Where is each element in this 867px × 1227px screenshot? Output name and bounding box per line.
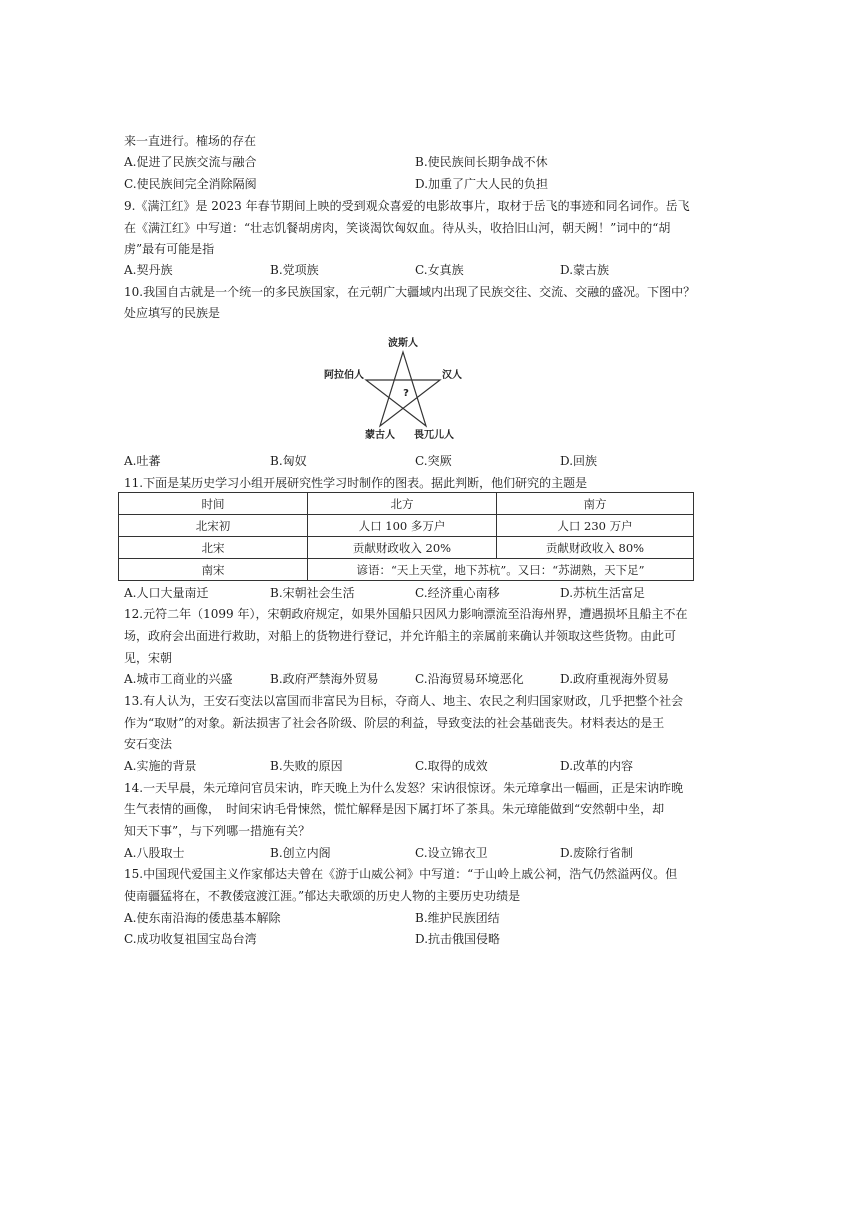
q10-option-c: C.突厥 xyxy=(415,454,452,468)
q15-stem-line1: 15.中国现代爱国主义作家郁达夫曾在《游于山威公祠》中写道：“于山岭上戚公祠，浩气仍然溢两仪。但 xyxy=(124,867,678,881)
table-cell: 南宋 xyxy=(119,559,308,581)
table-header-cell: 北方 xyxy=(308,493,497,515)
table-cell-merged: 谚语：“天上天堂，地下苏杭”。又曰：“苏湖熟，天下足” xyxy=(308,559,694,581)
north-south-table xyxy=(118,492,694,581)
star-label-left: 阿拉伯人 xyxy=(324,370,364,381)
table-row xyxy=(119,515,694,537)
q15-stem-line2: 使南疆猛将在，不教倭寇渡江涯。”郁达夫歌颂的历史人物的主要历史功绩是 xyxy=(124,889,521,903)
q10-stem-line2: 处应填写的民族是 xyxy=(124,306,221,320)
table-header-cell: 南方 xyxy=(497,493,694,515)
q9-option-c: C.女真族 xyxy=(415,263,464,277)
q12-option-c: C.沿海贸易环境恶化 xyxy=(415,672,524,686)
q13-stem-line3: 安石变法 xyxy=(124,737,173,751)
q14-option-b: B.创立内阁 xyxy=(270,846,331,860)
q12-stem-line1: 12.元符二年（1099 年），宋朝政府规定，如果外国船只因风力影响漂流至沿海州界，遭遇损坏且船主不在 xyxy=(124,607,688,621)
q14-option-d: D.废除行省制 xyxy=(560,846,634,860)
q13-option-a: A.实施的背景 xyxy=(124,759,197,773)
q14-option-a: A.八股取士 xyxy=(124,846,185,860)
q9-stem-line2: 在《满江红》中写道：“壮志饥餐胡虏肉，笑谈渴饮匈奴血。待从头，收拾旧山河，朝天阙！”词中的“胡 xyxy=(124,221,671,235)
q8-option-d: D.加重了广大人民的负担 xyxy=(415,177,549,191)
table-cell: 人口 230 万户 xyxy=(497,515,694,537)
star-label-bottom-left: 蒙古人 xyxy=(365,430,395,441)
table-header-row xyxy=(119,493,694,515)
q15-option-c: C.成功收复祖国宝岛台湾 xyxy=(124,932,257,946)
q9-option-d: D.蒙古族 xyxy=(560,263,610,277)
q12-stem-line2: 场，政府会出面进行救助，对船上的货物进行登记，并允许船主的亲属前来确认并领取这些货物。由此可 xyxy=(124,629,677,643)
q12-option-a: A.城市工商业的兴盛 xyxy=(124,672,233,686)
table-cell: 贡献财政收入 20% xyxy=(308,537,497,559)
table-cell: 北宋 xyxy=(119,537,308,559)
q10-stem-line1: 10.我国自古就是一个统一的多民族国家，在元朝广大疆域内出现了民族交往、交流、交融的盛况。下图中？ xyxy=(124,285,696,299)
q9-option-a: A.契丹族 xyxy=(124,263,173,277)
q14-stem-line1: 14.一天早晨，朱元璋问官员宋讷，昨天晚上为什么发怒？宋讷很惊讶。朱元璋拿出一幅画，正是宋讷昨晚 xyxy=(124,781,684,795)
star-label-bottom-right: 畏兀儿人 xyxy=(414,430,454,441)
q10-option-b: B.匈奴 xyxy=(270,454,307,468)
star-label-right: 汉人 xyxy=(442,370,462,381)
q10-option-d: D.回族 xyxy=(560,454,598,468)
q8-stem-tail: 来一直进行。榷场的存在 xyxy=(124,134,257,148)
q12-option-b: B.政府严禁海外贸易 xyxy=(270,672,379,686)
q12-stem-line3: 见，宋朝 xyxy=(124,651,173,665)
table-row xyxy=(119,559,694,581)
table-cell: 贡献财政收入 80% xyxy=(497,537,694,559)
q11-option-c: C.经济重心南移 xyxy=(415,586,500,600)
q15-option-d: D.抗击俄国侵略 xyxy=(415,932,501,946)
q8-option-b: B.使民族间长期争战不休 xyxy=(415,155,548,169)
q12-option-d: D.政府重视海外贸易 xyxy=(560,672,670,686)
q13-option-b: B.失败的原因 xyxy=(270,759,343,773)
q14-stem-line3: 知天下事”，与下列哪一措施有关？ xyxy=(124,824,311,838)
q11-option-a: A.人口大量南迁 xyxy=(124,586,209,600)
q13-stem-line1: 13.有人认为，王安石变法以富国而非富民为目标，夺商人、地主、农民之利归国家财政，几乎把整个社会 xyxy=(124,694,684,708)
table-cell: 人口 100 多万户 xyxy=(308,515,497,537)
q9-stem-line1: 9.《满江红》是 2023 年春节期间上映的受到观众喜爱的电影故事片，取材于岳飞的事迹和同名词作。岳飞 xyxy=(124,199,690,213)
q9-stem-line3: 虏”最有可能是指 xyxy=(124,242,215,256)
q10-option-a: A.吐蕃 xyxy=(124,454,161,468)
table-cell: 北宋初 xyxy=(119,515,308,537)
q8-option-c: C.使民族间完全消除隔阂 xyxy=(124,177,257,191)
q9-option-b: B.党项族 xyxy=(270,263,319,277)
q14-option-c: C.设立锦衣卫 xyxy=(415,846,488,860)
star-center-unknown: ? xyxy=(403,388,409,399)
ethnic-star-diagram xyxy=(324,330,464,441)
q15-option-a: A.使东南沿海的倭患基本解除 xyxy=(124,911,281,925)
q11-option-b: B.宋朝社会生活 xyxy=(270,586,355,600)
table-row xyxy=(119,537,694,559)
q11-stem: 11.下面是某历史学习小组开展研究性学习时制作的图表。据此判断，他们研究的主题是 xyxy=(124,476,588,490)
q13-option-c: C.取得的成效 xyxy=(415,759,488,773)
q14-stem-line2: 生气表情的画像， 时间宋讷毛骨悚然，慌忙解释是因下属打坏了茶具。朱元璋能做到“安然朝中坐，却 xyxy=(124,802,665,816)
q11-option-d: D.苏杭生活富足 xyxy=(560,586,646,600)
q15-option-b: B.维护民族团结 xyxy=(415,911,500,925)
q13-option-d: D.改革的内容 xyxy=(560,759,634,773)
star-label-top: 波斯人 xyxy=(388,338,418,349)
q8-option-a: A.促进了民族交流与融合 xyxy=(124,155,257,169)
table-header-cell: 时间 xyxy=(119,493,308,515)
q13-stem-line2: 作为“取财”的对象。新法损害了社会各阶级、阶层的利益，导致变法的社会基础丧失。材料表达的是王 xyxy=(124,716,665,730)
